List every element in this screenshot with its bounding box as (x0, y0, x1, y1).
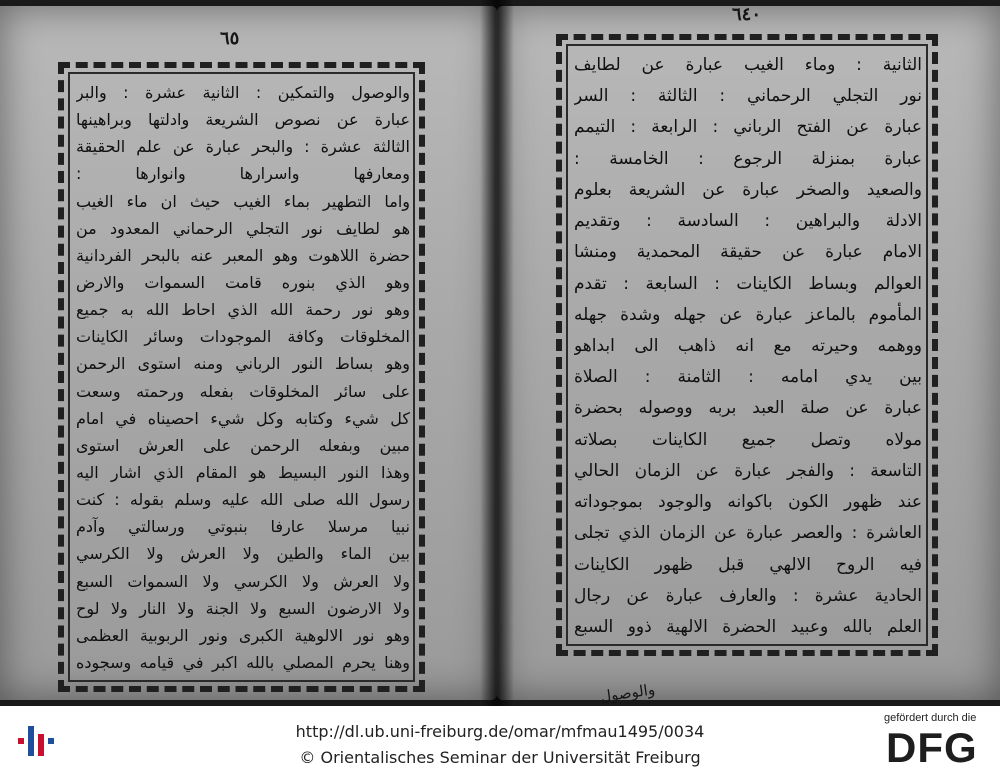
left_page-line: وهو بساط النور الرباني ومنه استوى الرحمن (76, 354, 410, 374)
right_page-line: عبارة عن الفتح الرباني : الرابعة : التيمم (574, 117, 922, 138)
right_page-line: الامام عبارة عن حقيقة المحمدية ومنشا (574, 242, 922, 263)
left_page-line: ومعارفها واسرارها وانوارها : (76, 164, 410, 184)
left_page-line: الثالثة عشرة : والبحر عبارة عن علم الحقيقة (76, 137, 410, 157)
right_page-line: الحادية عشرة : والعارف عبارة عن رجال (574, 585, 922, 606)
left_page-line: رسول الله صلى الله عليه وسلم بقوله : كنت (76, 490, 410, 510)
right_page-line: العلم بالله وعبيد الحضرة الالهية ذوو السبع (574, 616, 922, 637)
left_page-line: بين الماء والطين ولا العرش ولا الكرسي (76, 544, 410, 564)
left_page-line: واما التطهير بماء الغيب حيث ان ماء الغيب (76, 191, 410, 211)
left_page-line: عبارة عن نصوص الشريعة وادلتها وبراهينها (76, 110, 410, 130)
right_page-line: عبارة عن صلة العبد بربه ووصوله بحضرة (574, 398, 922, 419)
left-folio-number: ٦٥ (220, 28, 240, 49)
left_page-line: وهذا النور البسيط هو المقام الذي اشار اليه (76, 462, 410, 482)
right-page-text (574, 50, 922, 642)
left_page-line: وهو الذي بنوره قامت السموات والارض (76, 272, 410, 292)
right_page-line: الثانية : وماء الغيب عبارة عن لطايف (574, 55, 922, 75)
left_page-line: المخلوقات وكافة الموجودات وسائر الكاينات (76, 327, 410, 347)
right_page-line: والصعيد والصخر عبارة عن الشريعة بعلوم (574, 179, 922, 200)
left-page-text (76, 78, 410, 678)
copyright-notice: © Orientalisches Seminar der Universität Freiburg (299, 748, 701, 767)
left_page-line: نبيا مرسلا عارفا بنبوتي ورسالتي وآدم (76, 517, 410, 537)
right_page-line: المأموم بالماعز عبارة عن جهله وشدة جهله (574, 304, 922, 325)
left_page-line: وهنا يحرم المصلي بالله اكبر في قيامه وسجوده (76, 652, 410, 672)
left_page-line: كل شيء وكتابه وكل شيء احصيناه في امام (76, 408, 410, 428)
right_page-line: عبارة بمنزلة الرجوع : الخامسة : (574, 148, 922, 169)
right_page-line: نور التجلي الرحماني : الثالثة : السر (574, 86, 922, 107)
left_page-line: مبين وبفعله الرحمن على العرش استوى (76, 435, 410, 455)
right_page-line: عند ظهور الكون باكوانه والوجود بموجوداته (574, 492, 922, 513)
right_page-line: الادلة والبراهين : السادسة : وتقديم (574, 211, 922, 232)
left_page-line: على سائر المخلوقات بفعله ورحمته وسعت (76, 381, 410, 401)
margin-note: والوصول (599, 680, 657, 706)
right_page-line: بين يدي امامه : الثامنة : الصلاة (574, 367, 922, 388)
right_page-line: ووهمه وحيرته مع انه ذاهب الى ابداهو (574, 335, 922, 356)
left_page-line: هو لطايف نور التجلي الرحماني المعدود من (76, 218, 410, 238)
right_page-line: فيه الروح الالهي قبل ظهور الكاينات (574, 554, 922, 575)
left_page-line: حضرة اللاهوت وهو المعبر عنه بالبحر الفردانية (76, 245, 410, 265)
right_page-line: التاسعة : والفجر عبارة عن الزمان الحالي (574, 460, 922, 481)
right_page-line: العاشرة : والعصر عبارة عن الزمان الذي تجلى (574, 523, 922, 544)
left_page-line: وهو نور الالوهية الكبرى ونور الربوبية العظمى (76, 625, 410, 645)
dfg-logo: DFG (886, 724, 978, 771)
left_page-line: ولا الارضون السبع ولا الجنة ولا النار ولا لوح (76, 598, 410, 618)
left_page-line: وهو نور رحمة الله الذي احاط الله به جميع (76, 300, 410, 320)
right-folio-number: ٦٤٠ (732, 4, 762, 25)
right_page-line: العوالم وبساط الكاينات : السابعة : تقدم (574, 273, 922, 294)
document-url-link[interactable]: http://dl.ub.uni-freiburg.de/omar/mfmau1495/0034 (295, 722, 705, 741)
sponsor-caption: gefördert durch die (884, 712, 977, 724)
book-gutter (480, 0, 514, 706)
left_page-line: ولا العرش ولا الكرسي ولا السموات السبع (76, 571, 410, 591)
right_page-line: مولاه وتصل جميع الكاينات بصلاته (574, 429, 922, 450)
left_page-line: والوصول والتمكين : الثانية عشرة : والبر (76, 83, 410, 102)
